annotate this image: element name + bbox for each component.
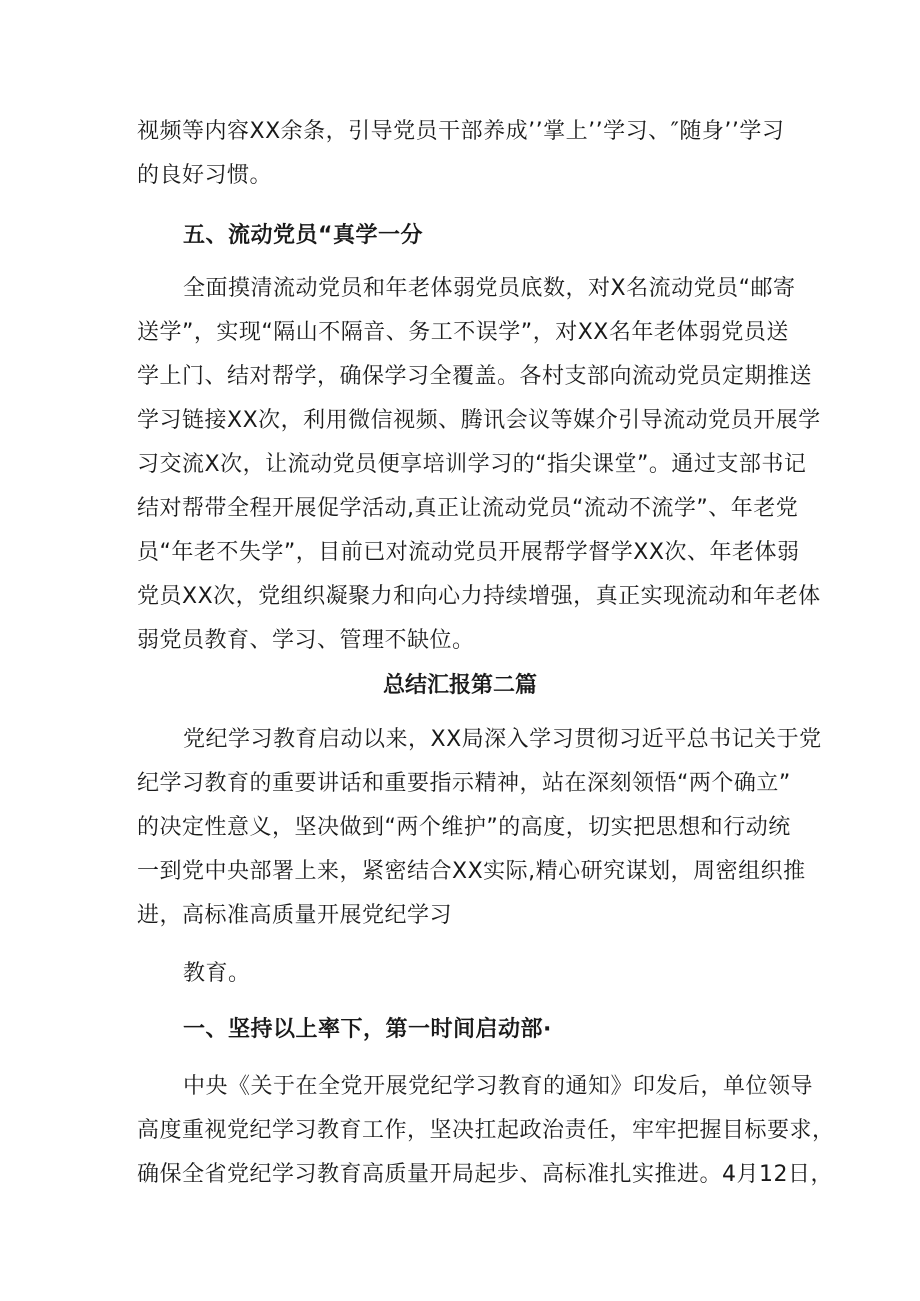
- paragraph-line: 结对帮带全程开展促学活动,真正让流动党员“流动不流学”、年老党: [137, 496, 799, 521]
- paragraph-line: 教育。: [183, 961, 251, 986]
- paragraph-line: 党员XX次，党组织凝聚力和向心力持续增强，真正实现流动和年老体: [137, 584, 821, 609]
- paragraph-line: 视频等内容XX余条，引导党员干部养成’’掌上’’学习、″随身’’学习: [137, 119, 785, 144]
- paragraph-line: 全面摸清流动党员和年老体弱党员底数，对X名流动党员“邮寄: [183, 276, 796, 301]
- paragraph-line: 习交流X次，让流动党员便享培训学习的“指尖课堂”。通过支部书记: [137, 452, 807, 477]
- section-heading-5: 五、流动党员“真学一分: [183, 223, 423, 248]
- paragraph-line: 弱党员教育、学习、管理不缺位。: [137, 628, 475, 653]
- document-title: 总结汇报第二篇: [382, 673, 537, 698]
- paragraph-line: 纪学习教育的重要讲话和重要指示精神，站在深刻领悟“两个确立”: [137, 771, 791, 796]
- paragraph-line: 学习链接XX次，利用微信视频、腾讯会议等媒介引导流动党员开展学: [137, 408, 821, 433]
- paragraph-line: 送学”，实现“隔山不隔音、务工不误学”，对XX名年老体弱党员送: [137, 320, 789, 345]
- paragraph-line: 的良好习惯。: [137, 163, 273, 188]
- paragraph-line: 员“年老不失学”，目前已对流动党员开展帮学督学XX次、年老体弱: [137, 540, 800, 565]
- paragraph-line: 进，高标准高质量开展党纪学习: [137, 903, 453, 928]
- section-heading-1: 一、坚持以上率下，第一时间启动部·: [183, 1017, 552, 1042]
- paragraph-line: 的决定性意义，坚决做到“两个维护”的高度，切实把思想和行动统: [137, 815, 791, 840]
- paragraph-line: 确保全省党纪学习教育高质量开局起步、高标准扎实推进。4月12日，: [137, 1162, 833, 1187]
- paragraph-line: 党纪学习教育启动以来，XX局深入学习贯彻习近平总书记关于党: [183, 727, 822, 752]
- paragraph-line: 学上门、结对帮学，确保学习全覆盖。各村支部向流动党员定期推送: [137, 364, 813, 389]
- paragraph-line: 高度重视党纪学习教育工作，坚决扛起政治责任，牢牢把握目标要求，: [137, 1118, 835, 1143]
- paragraph-line: 一到党中央部署上来，紧密结合XX实际,精心研究谋划，周密组织推: [137, 859, 806, 884]
- paragraph-line: 中央《关于在全党开展党纪学习教育的通知》印发后，单位领导: [183, 1074, 814, 1099]
